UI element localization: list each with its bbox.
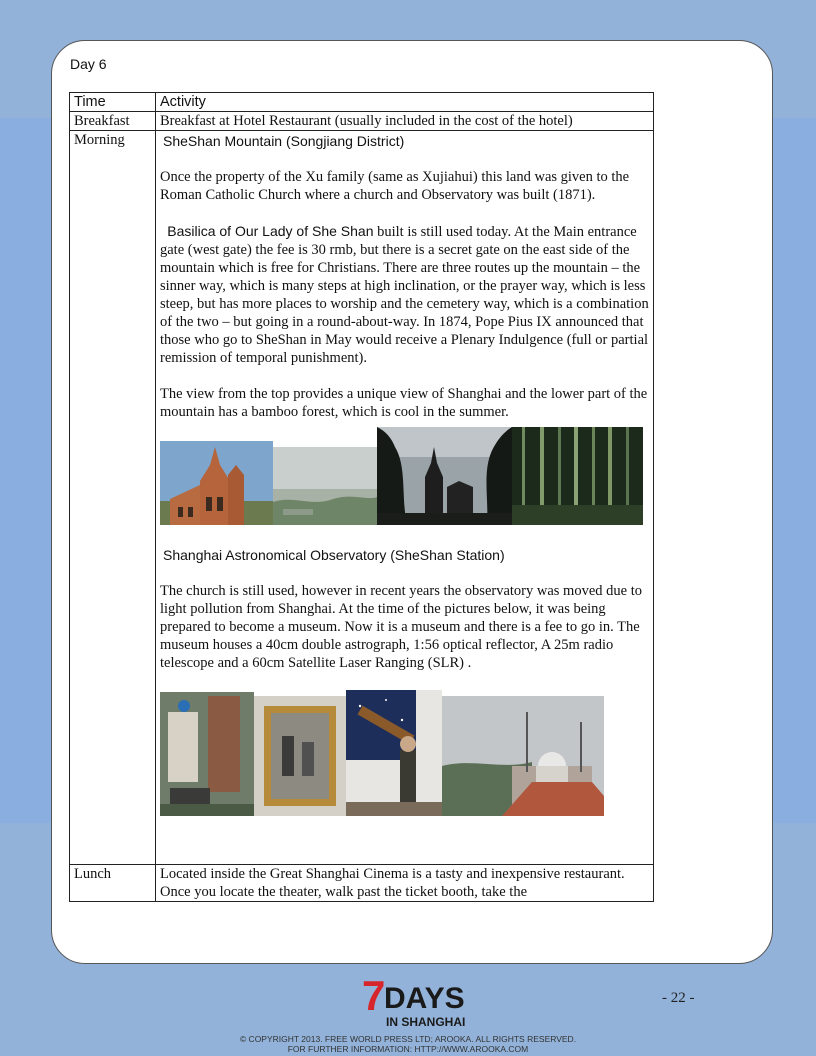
- seven-days-logo: [360, 970, 466, 1032]
- paragraph-basilica: [160, 222, 649, 367]
- paragraph-view: The view from the top provides a unique view of Shanghai and the lower part of the mountain has a bamboo forest, which is cool in the summer.: [160, 386, 648, 420]
- activity-morning: [156, 131, 654, 865]
- copyright-notice: [0, 1034, 816, 1054]
- page-number: - 22 -: [662, 990, 695, 1006]
- copyright-line-2: FOR FURTHER INFORMATION: HTTP://WWW.AROOKA.COM: [287, 1044, 529, 1054]
- time-breakfast: Breakfast: [70, 112, 156, 131]
- paragraph-observatory: The church is still used, however in recent years the observatory was moved due to light pollution from Shanghai. At the time of the pictures below, it was being prepared to become a museum. Now it is a museum and there is a fee to go in. The museum houses a 40cm double astrograph, 1:56 optical reflector, A 25m radio telescope and a 60cm Satellite Laser Ranging (SLR) .: [160, 583, 642, 671]
- header-activity: Activity: [156, 93, 654, 112]
- photo-basilica-silhouette: [377, 427, 512, 525]
- section-title-observatory: Shanghai Astronomical Observatory (SheShan Station): [163, 547, 505, 563]
- photo-telescope: [346, 690, 442, 816]
- background-band-right: [772, 118, 816, 823]
- table-header-row: [70, 93, 654, 112]
- header-time: Time: [70, 93, 156, 112]
- basilica-text: built is still used today. At the Main entrance gate (west gate) the fee is 30 rmb, but there is a secret gate on the east side of the mountain which is free for Christians. There are three routes up the mountain – the sinner way, which is many steps at high inclination, or the prayer way, which is less steep, but has more places to worship and the cemetery way, which is a combination of the two – but going in a round-about-way. In 1874, Pope Pius IX announced that those who go to SheShan in May would receive a Plenary Indulgence (full or partial remission of temporal punishment).: [160, 224, 649, 366]
- table-row-breakfast: [70, 112, 654, 131]
- copyright-line-1: © COPYRIGHT 2013. FREE WORLD PRESS LTD; AROOKA. ALL RIGHTS RESERVED.: [239, 1034, 577, 1044]
- photo-church: [160, 441, 273, 525]
- photo-bamboo-forest: [512, 427, 643, 525]
- basilica-name: Basilica of Our Lady of She Shan: [167, 223, 374, 239]
- photo-misty-view: [273, 447, 377, 525]
- photo-strip-observatory: [160, 690, 649, 816]
- table-row-morning: [70, 131, 654, 865]
- day-title: Day 6: [70, 56, 107, 72]
- photo-strip-sheshan: [160, 427, 649, 527]
- activity-breakfast: Breakfast at Hotel Restaurant (usually included in the cost of the hotel): [156, 112, 654, 131]
- time-lunch: Lunch: [70, 865, 156, 902]
- activity-lunch: Located inside the Great Shanghai Cinema is a tasty and inexpensive restaurant. Once you locate the theater, walk past the ticket booth, take the: [156, 865, 654, 902]
- photo-observatory-domes: [442, 696, 604, 816]
- logo-seven-glyph: 7: [362, 972, 386, 1019]
- logo-days-text: DAYS: [384, 982, 465, 1015]
- table-row-lunch: [70, 865, 654, 902]
- time-morning: Morning: [70, 131, 156, 865]
- section-title-sheshan: SheShan Mountain (Songjiang District): [163, 133, 405, 149]
- background-band-left: [0, 118, 51, 823]
- logo-subtitle: IN SHANGHAI: [386, 1015, 466, 1029]
- paragraph-history: Once the property of the Xu family (same as Xujiahui) this land was given to the Roman Catholic Church where a church and Observatory was built (1871).: [160, 169, 630, 203]
- schedule-table: [69, 92, 654, 902]
- photo-framed-picture: [254, 696, 346, 816]
- photo-signboard: [160, 692, 254, 816]
